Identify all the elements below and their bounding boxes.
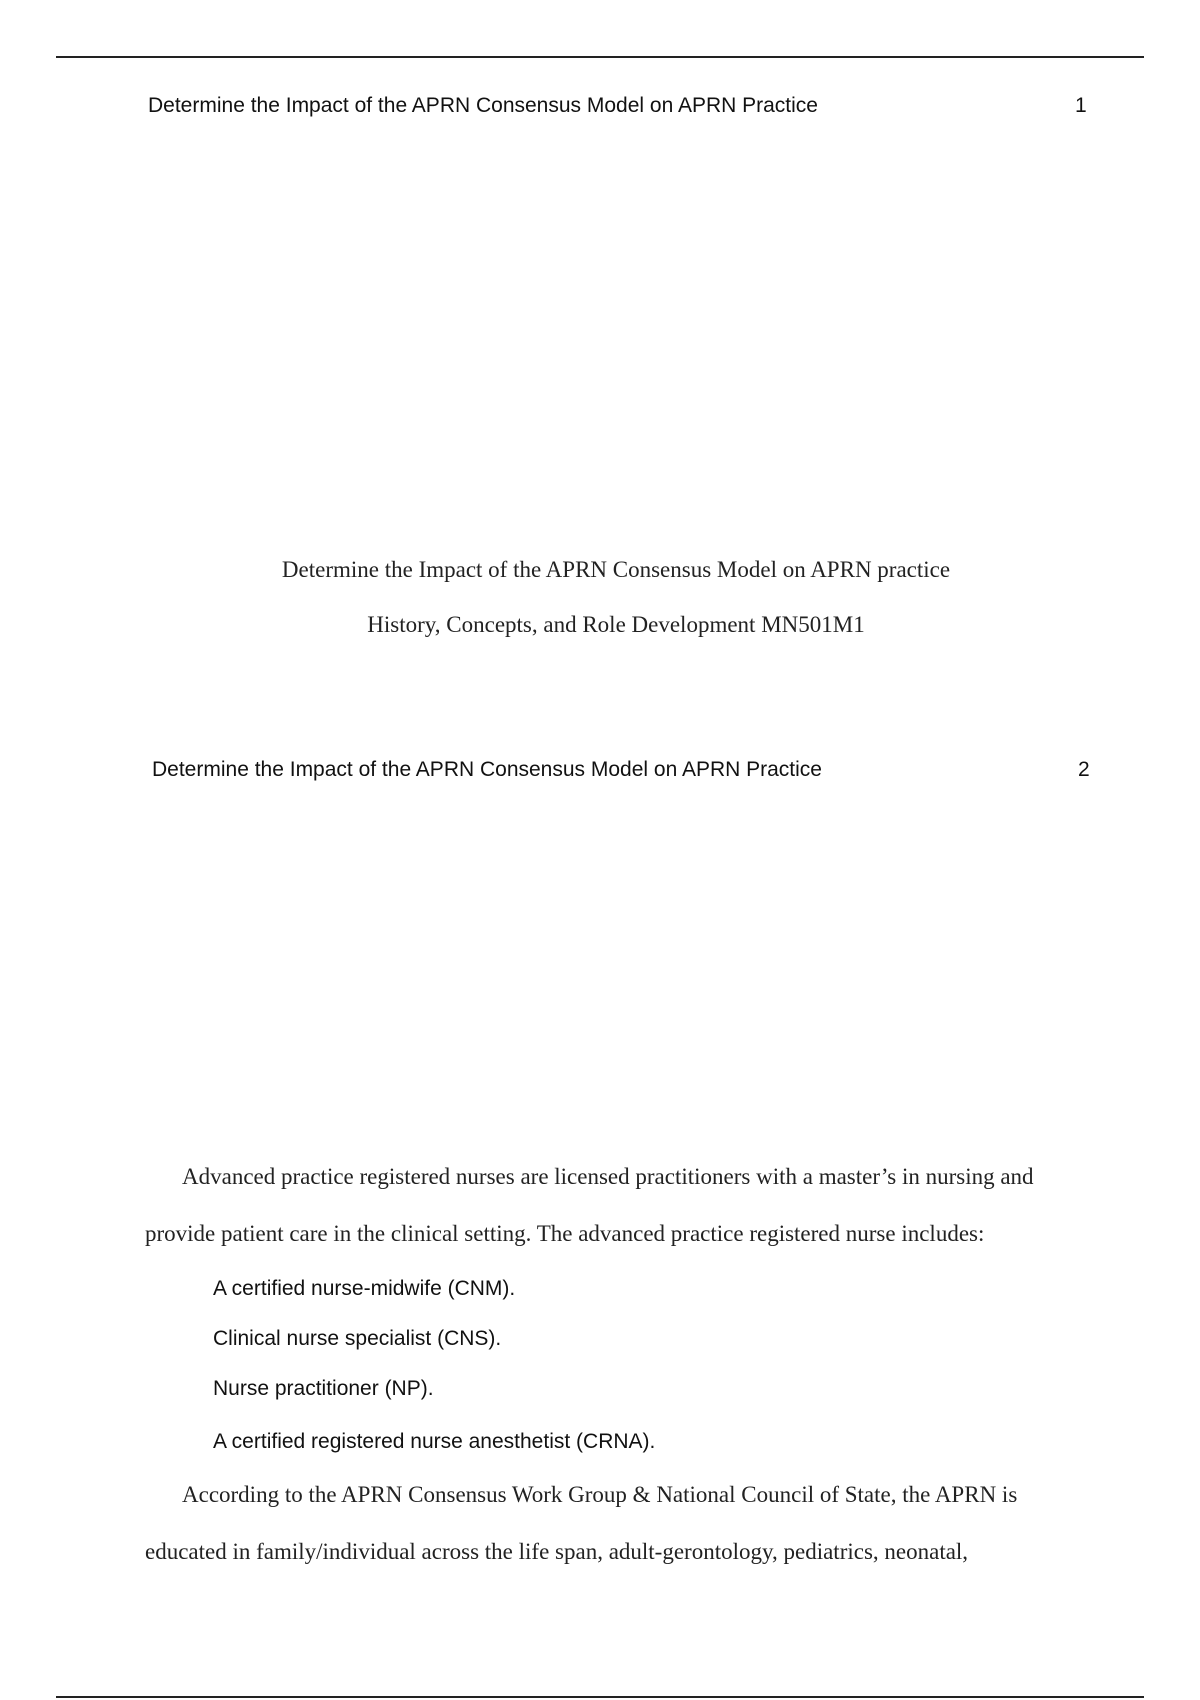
list-item-cns: Clinical nurse specialist (CNS). xyxy=(213,1327,502,1350)
paragraph-1-line-1: Advanced practice registered nurses are licensed practitioners with a master’s in nursing and xyxy=(182,1164,1034,1189)
course-name: History, Concepts, and Role Development MN501M1 xyxy=(367,612,865,637)
top-border-rule xyxy=(56,56,1144,58)
bottom-border-rule xyxy=(56,1696,1144,1698)
list-item-np: Nurse practitioner (NP). xyxy=(213,1377,434,1400)
running-head-page-2: Determine the Impact of the APRN Consensus Model on APRN Practice xyxy=(152,758,822,781)
list-item-cnm: A certified nurse-midwife (CNM). xyxy=(213,1277,516,1300)
paragraph-2-line-2: educated in family/individual across the life span, adult-gerontology, pediatrics, neonatal, xyxy=(145,1539,969,1564)
page-number-1: 1 xyxy=(1075,94,1087,117)
paragraph-1-line-2: provide patient care in the clinical setting. The advanced practice registered nurse includes: xyxy=(145,1221,985,1246)
list-item-crna: A certified registered nurse anesthetist (CRNA). xyxy=(213,1430,656,1453)
running-head-page-1: Determine the Impact of the APRN Consensus Model on APRN Practice xyxy=(148,94,818,117)
paper-title: Determine the Impact of the APRN Consensus Model on APRN practice xyxy=(281,557,951,582)
page-number-2: 2 xyxy=(1078,758,1090,781)
paragraph-2-line-1: According to the APRN Consensus Work Group & National Council of State, the APRN is xyxy=(182,1482,1018,1507)
